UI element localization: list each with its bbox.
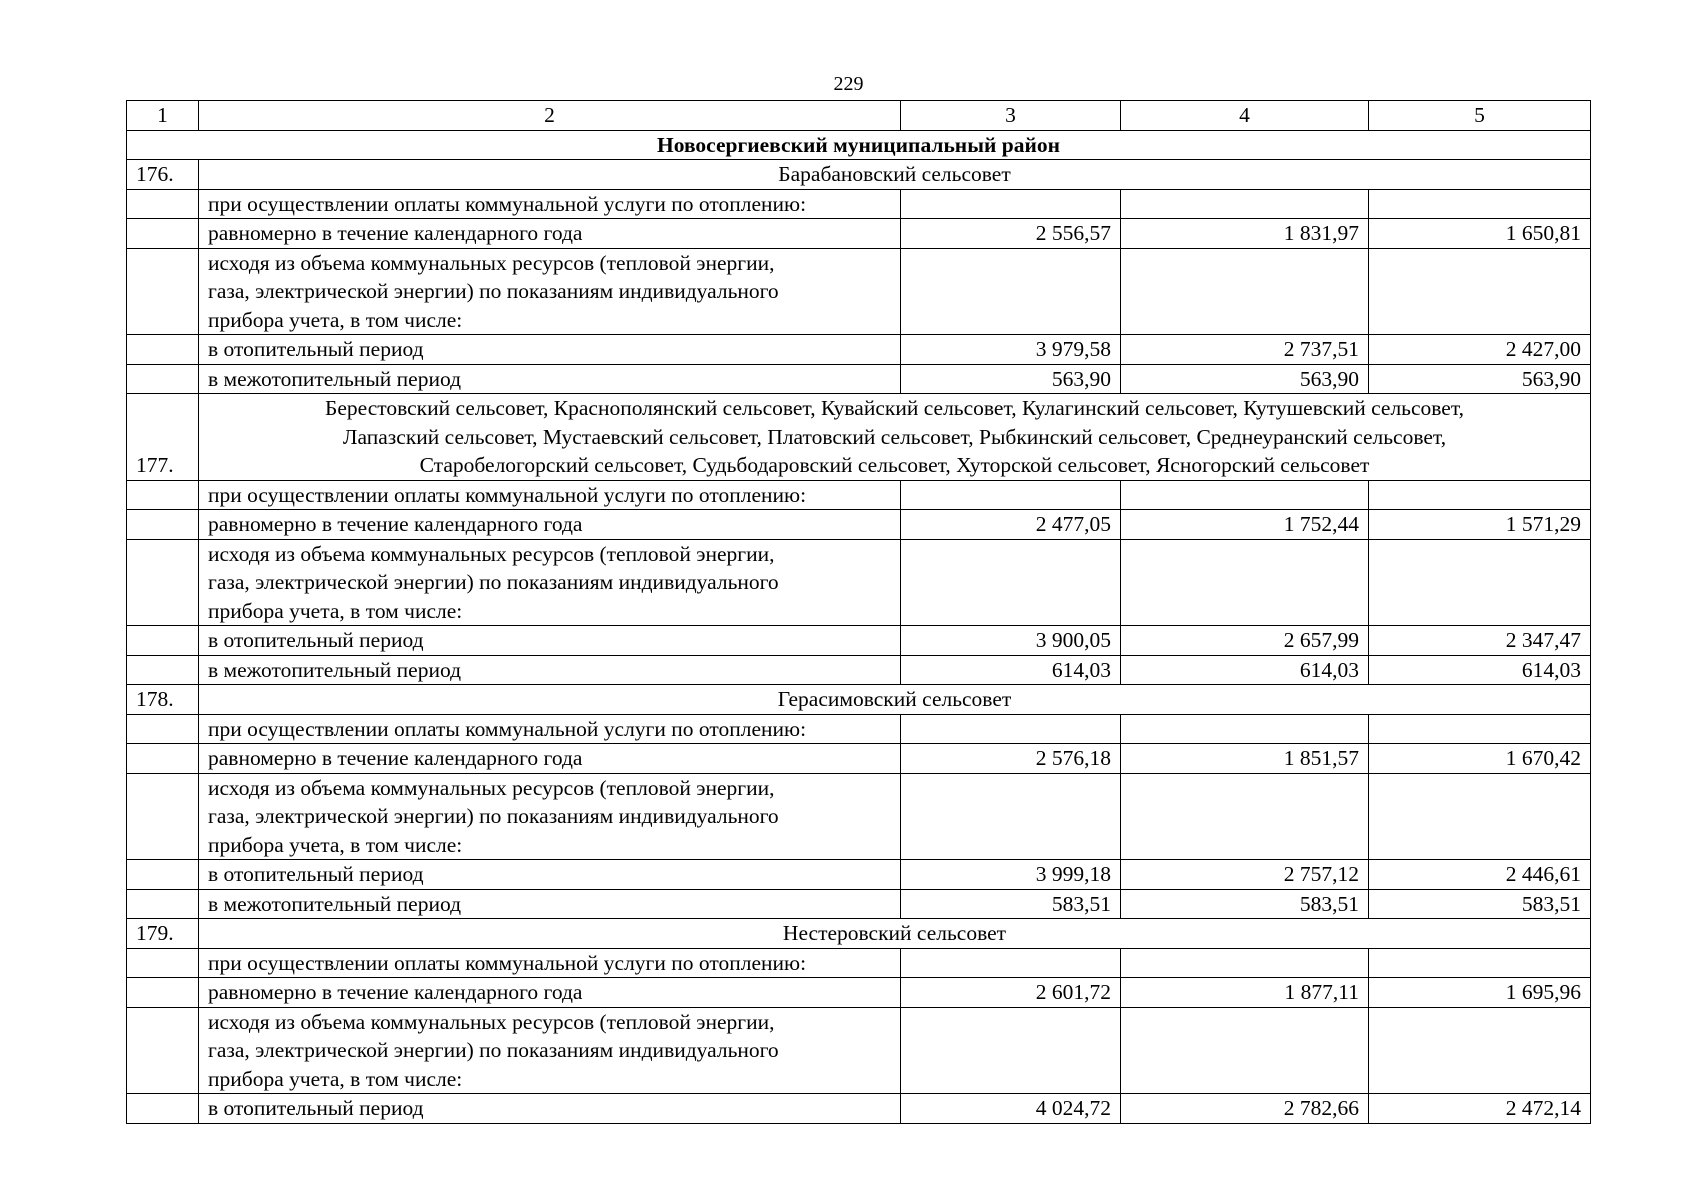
row-label-line: при осуществлении оплаты коммунальной услуги по отоплению: (208, 950, 807, 975)
value-cell-v4: 563,90 (1121, 364, 1369, 394)
empty-number-cell (127, 655, 199, 685)
value-cell-v3: 583,51 (901, 889, 1121, 919)
value-cell-v5: 2 446,61 (1369, 860, 1591, 890)
row-label (199, 189, 901, 219)
row-label (199, 364, 901, 394)
group-number: 177. (127, 394, 199, 481)
empty-number-cell (127, 978, 199, 1008)
row-label-line: равномерно в течение календарного года (208, 512, 583, 536)
row-label-line: исходя из объема коммунальных ресурсов (тепловой энергии, (208, 250, 775, 275)
group-name-line: Нестеровский сельсовет (782, 921, 1007, 945)
value-cell-v4 (1121, 539, 1369, 626)
empty-number-cell (127, 539, 199, 626)
table-row (127, 626, 1591, 656)
group-row (127, 685, 1591, 715)
value-cell-v5: 1 650,81 (1369, 219, 1591, 249)
empty-number-cell (127, 860, 199, 890)
value-cell-v4 (1121, 773, 1369, 860)
value-cell-v5: 1 571,29 (1369, 510, 1591, 540)
value-cell-v5 (1369, 773, 1591, 860)
value-cell-v3: 3 979,58 (901, 335, 1121, 365)
value-cell-v3 (901, 539, 1121, 626)
value-cell-v4: 1 752,44 (1121, 510, 1369, 540)
value-cell-v4: 614,03 (1121, 655, 1369, 685)
row-label (199, 1007, 901, 1094)
row-label-line: в межотопительный период (208, 657, 462, 682)
empty-number-cell (127, 773, 199, 860)
value-cell-v5: 1 695,96 (1369, 978, 1591, 1008)
value-cell-v5 (1369, 248, 1591, 335)
group-name (199, 919, 1591, 949)
column-number: 1 (127, 101, 199, 131)
tariff-table (126, 100, 1591, 1124)
empty-number-cell (127, 889, 199, 919)
row-label (199, 335, 901, 365)
row-label-line: в отопительный период (208, 862, 424, 886)
table-row (127, 978, 1591, 1008)
row-label (199, 510, 901, 540)
row-label-line: в отопительный период (208, 628, 424, 652)
value-cell-v4 (1121, 248, 1369, 335)
row-label (199, 248, 901, 335)
value-cell-v4: 583,51 (1121, 889, 1369, 919)
row-label-line: исходя из объема коммунальных ресурсов (тепловой энергии, (208, 1009, 775, 1034)
value-cell-v5 (1369, 714, 1591, 744)
value-cell-v5 (1369, 189, 1591, 219)
group-number: 179. (127, 919, 199, 949)
empty-number-cell (127, 714, 199, 744)
page-number: 229 (833, 73, 864, 95)
row-label (199, 539, 901, 626)
value-cell-v3 (901, 1007, 1121, 1094)
value-cell-v3: 2 601,72 (901, 978, 1121, 1008)
empty-number-cell (127, 948, 199, 978)
value-cell-v5 (1369, 539, 1591, 626)
table-row (127, 948, 1591, 978)
value-cell-v5: 1 670,42 (1369, 744, 1591, 774)
table-row (127, 219, 1591, 249)
group-name-line: Старобелогорский сельсовет, Судьбодаровский сельсовет, Хуторской сельсовет, Ясногорский сельсовет (419, 453, 1370, 477)
group-name (199, 160, 1591, 190)
row-label-line: при осуществлении оплаты коммунальной услуги по отоплению: (208, 191, 807, 216)
empty-number-cell (127, 189, 199, 219)
row-label-line: исходя из объема коммунальных ресурсов (тепловой энергии, (208, 775, 775, 800)
row-label-line: прибора учета, в том числе: (208, 832, 463, 857)
section-title: Новосергиевский муниципальный район (127, 130, 1591, 160)
table-row (127, 189, 1591, 219)
table-row (127, 714, 1591, 744)
group-name-line: Герасимовский сельсовет (777, 687, 1012, 711)
value-cell-v3: 3 999,18 (901, 860, 1121, 890)
column-number: 5 (1369, 101, 1591, 131)
value-cell-v4 (1121, 714, 1369, 744)
row-label-line: прибора учета, в том числе: (208, 307, 463, 332)
value-cell-v4: 2 737,51 (1121, 335, 1369, 365)
value-cell-v3: 4 024,72 (901, 1094, 1121, 1124)
value-cell-v4 (1121, 948, 1369, 978)
value-cell-v3 (901, 480, 1121, 510)
row-label-line: при осуществлении оплаты коммунальной услуги по отоплению: (208, 482, 807, 507)
group-row (127, 394, 1591, 481)
value-cell-v5: 583,51 (1369, 889, 1591, 919)
value-cell-v3 (901, 714, 1121, 744)
row-label-line: при осуществлении оплаты коммунальной услуги по отоплению: (208, 716, 807, 741)
group-name (199, 394, 1591, 481)
empty-number-cell (127, 248, 199, 335)
row-label (199, 714, 901, 744)
row-label-line: газа, электрической энергии) по показаниям индивидуального (208, 804, 779, 828)
table-row (127, 860, 1591, 890)
value-cell-v4: 2 782,66 (1121, 1094, 1369, 1124)
row-label-line: прибора учета, в том числе: (208, 598, 463, 623)
empty-number-cell (127, 626, 199, 656)
group-row (127, 919, 1591, 949)
row-label-line: в отопительный период (208, 1096, 424, 1120)
group-name-line: Лапазский сельсовет, Мустаевский сельсовет, Платовский сельсовет, Рыбкинский сельсовет, Среднеуранский сельсовет, (342, 424, 1447, 449)
table-row (127, 248, 1591, 335)
row-label (199, 1094, 901, 1124)
table-row (127, 1094, 1591, 1124)
row-label (199, 626, 901, 656)
tariff-table-body (127, 101, 1591, 1124)
row-label (199, 948, 901, 978)
group-number: 176. (127, 160, 199, 190)
value-cell-v4: 1 877,11 (1121, 978, 1369, 1008)
value-cell-v5 (1369, 948, 1591, 978)
empty-number-cell (127, 744, 199, 774)
value-cell-v5: 2 347,47 (1369, 626, 1591, 656)
row-label-line: равномерно в течение календарного года (208, 221, 583, 245)
empty-number-cell (127, 1007, 199, 1094)
table-row (127, 744, 1591, 774)
value-cell-v3: 2 556,57 (901, 219, 1121, 249)
value-cell-v3 (901, 773, 1121, 860)
row-label-line: в межотопительный период (208, 366, 462, 391)
row-label (199, 480, 901, 510)
section-row (127, 130, 1591, 160)
table-row (127, 889, 1591, 919)
column-number-row (127, 101, 1591, 131)
value-cell-v5 (1369, 480, 1591, 510)
row-label (199, 773, 901, 860)
value-cell-v4: 1 831,97 (1121, 219, 1369, 249)
value-cell-v3 (901, 189, 1121, 219)
value-cell-v5 (1369, 1007, 1591, 1094)
value-cell-v4: 2 757,12 (1121, 860, 1369, 890)
row-label-line: прибора учета, в том числе: (208, 1066, 463, 1091)
value-cell-v5: 2 472,14 (1369, 1094, 1591, 1124)
empty-number-cell (127, 510, 199, 540)
value-cell-v3: 563,90 (901, 364, 1121, 394)
table-row (127, 335, 1591, 365)
row-label-line: исходя из объема коммунальных ресурсов (тепловой энергии, (208, 541, 775, 566)
empty-number-cell (127, 480, 199, 510)
row-label-line: газа, электрической энергии) по показаниям индивидуального (208, 279, 779, 303)
value-cell-v4 (1121, 1007, 1369, 1094)
row-label (199, 889, 901, 919)
table-row (127, 1007, 1591, 1094)
row-label (199, 860, 901, 890)
value-cell-v3 (901, 248, 1121, 335)
group-name (199, 685, 1591, 715)
group-row (127, 160, 1591, 190)
empty-number-cell (127, 219, 199, 249)
row-label-line: в отопительный период (208, 337, 424, 361)
row-label-line: равномерно в течение календарного года (208, 980, 583, 1004)
value-cell-v4: 2 657,99 (1121, 626, 1369, 656)
value-cell-v3: 2 477,05 (901, 510, 1121, 540)
table-row (127, 364, 1591, 394)
value-cell-v5: 614,03 (1369, 655, 1591, 685)
value-cell-v4 (1121, 189, 1369, 219)
value-cell-v3 (901, 948, 1121, 978)
row-label-line: газа, электрической энергии) по показаниям индивидуального (208, 1038, 779, 1062)
row-label-line: равномерно в течение календарного года (208, 746, 583, 770)
value-cell-v5: 2 427,00 (1369, 335, 1591, 365)
row-label (199, 655, 901, 685)
row-label (199, 744, 901, 774)
table-row (127, 773, 1591, 860)
value-cell-v4: 1 851,57 (1121, 744, 1369, 774)
table-row (127, 539, 1591, 626)
group-number: 178. (127, 685, 199, 715)
row-label (199, 219, 901, 249)
group-name-line: Барабановский сельсовет (778, 162, 1011, 186)
table-row (127, 655, 1591, 685)
value-cell-v5: 563,90 (1369, 364, 1591, 394)
value-cell-v4 (1121, 480, 1369, 510)
row-label-line: в межотопительный период (208, 891, 462, 916)
column-number: 2 (199, 101, 901, 131)
column-number: 3 (901, 101, 1121, 131)
empty-number-cell (127, 1094, 199, 1124)
value-cell-v3: 3 900,05 (901, 626, 1121, 656)
table-row (127, 510, 1591, 540)
value-cell-v3: 614,03 (901, 655, 1121, 685)
table-row (127, 480, 1591, 510)
empty-number-cell (127, 364, 199, 394)
empty-number-cell (127, 335, 199, 365)
group-name-line: Берестовский сельсовет, Краснополянский сельсовет, Кувайский сельсовет, Кулагинский сельсовет, Кутушевский сельсовет, (324, 396, 1465, 420)
value-cell-v3: 2 576,18 (901, 744, 1121, 774)
column-number: 4 (1121, 101, 1369, 131)
row-label-line: газа, электрической энергии) по показаниям индивидуального (208, 570, 779, 594)
row-label (199, 978, 901, 1008)
